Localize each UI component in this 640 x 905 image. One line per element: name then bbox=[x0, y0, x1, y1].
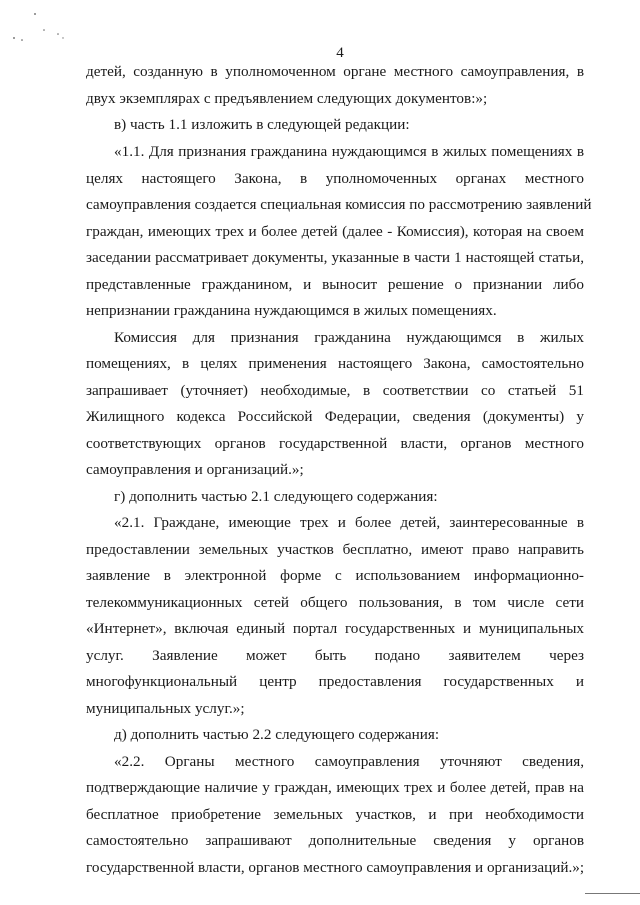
text-line: услуг. Заявление может быть подано заявителем через bbox=[86, 647, 584, 664]
text-line: самостоятельно запрашивают дополнительные сведения у органов bbox=[86, 832, 584, 849]
text-line: в) часть 1.1 изложить в следующей редакции: bbox=[114, 116, 410, 133]
text-line: подтверждающие наличие у граждан, имеющих трех и более детей, прав на bbox=[86, 779, 584, 796]
text-line: «2.1. Граждане, имеющие трех и более детей, заинтересованные в bbox=[114, 514, 584, 531]
text-line: многофункциональный центр предоставления государственных и bbox=[86, 673, 584, 690]
text-line: муниципальных услуг.»; bbox=[86, 700, 245, 717]
text-line: заседании рассматривает документы, указанные в части 1 настоящей статьи, bbox=[86, 249, 584, 266]
text-line: «2.2. Органы местного самоуправления уточняют сведения, bbox=[114, 753, 584, 770]
scan-edge-line bbox=[585, 893, 640, 894]
text-line: Комиссия для признания гражданина нуждающимся в жилых bbox=[114, 329, 584, 346]
page-number: 4 bbox=[336, 45, 344, 61]
text-line: г) дополнить частью 2.1 следующего содержания: bbox=[114, 488, 438, 505]
text-line: двух экземплярах с предъявлением следующих документов:»; bbox=[86, 90, 488, 107]
text-line: представленные гражданином, и выносит решение о признании либо bbox=[86, 276, 584, 293]
text-line: «Интернет», включая единый портал государственных и муниципальных bbox=[86, 620, 584, 637]
text-line: Жилищного кодекса Российской Федерации, сведения (документы) у bbox=[86, 408, 584, 425]
text-line: детей, созданную в уполномоченном органе местного самоуправления, в bbox=[86, 63, 584, 80]
text-line: телекоммуникационных сетей общего пользования, в том числе сети bbox=[86, 594, 584, 611]
text-line: государственной власти, органов местного самоуправления и организаций.»; bbox=[86, 859, 585, 876]
text-line: запрашивает (уточняет) необходимые, в соответствии со статьей 51 bbox=[86, 382, 584, 399]
text-line: соответствующих органов государственной власти, органов местного bbox=[86, 435, 584, 452]
text-line: помещениях, в целях применения настоящего Закона, самостоятельно bbox=[86, 355, 584, 372]
text-line: д) дополнить частью 2.2 следующего содержания: bbox=[114, 726, 440, 743]
text-line: самоуправления и организаций.»; bbox=[86, 461, 304, 478]
text-line: самоуправления создается специальная комиссия по рассмотрению заявлений bbox=[86, 196, 592, 213]
text-line: граждан, имеющих трех и более детей (далее - Комиссия), которая на своем bbox=[86, 223, 584, 240]
text-line: непризнании гражданина нуждающимся в жилых помещениях. bbox=[86, 302, 497, 319]
text-line: целях настоящего Закона, в уполномоченных органах местного bbox=[86, 170, 584, 187]
text-line: заявление в электронной форме с использованием информационно- bbox=[86, 567, 584, 584]
text-line: «1.1. Для признания гражданина нуждающимся в жилых помещениях в bbox=[114, 143, 584, 160]
text-line: предоставлении земельных участков бесплатно, имеют право направить bbox=[86, 541, 584, 558]
text-line: бесплатное приобретение земельных участков, и при необходимости bbox=[86, 806, 584, 823]
scan-marks bbox=[0, 0, 80, 50]
